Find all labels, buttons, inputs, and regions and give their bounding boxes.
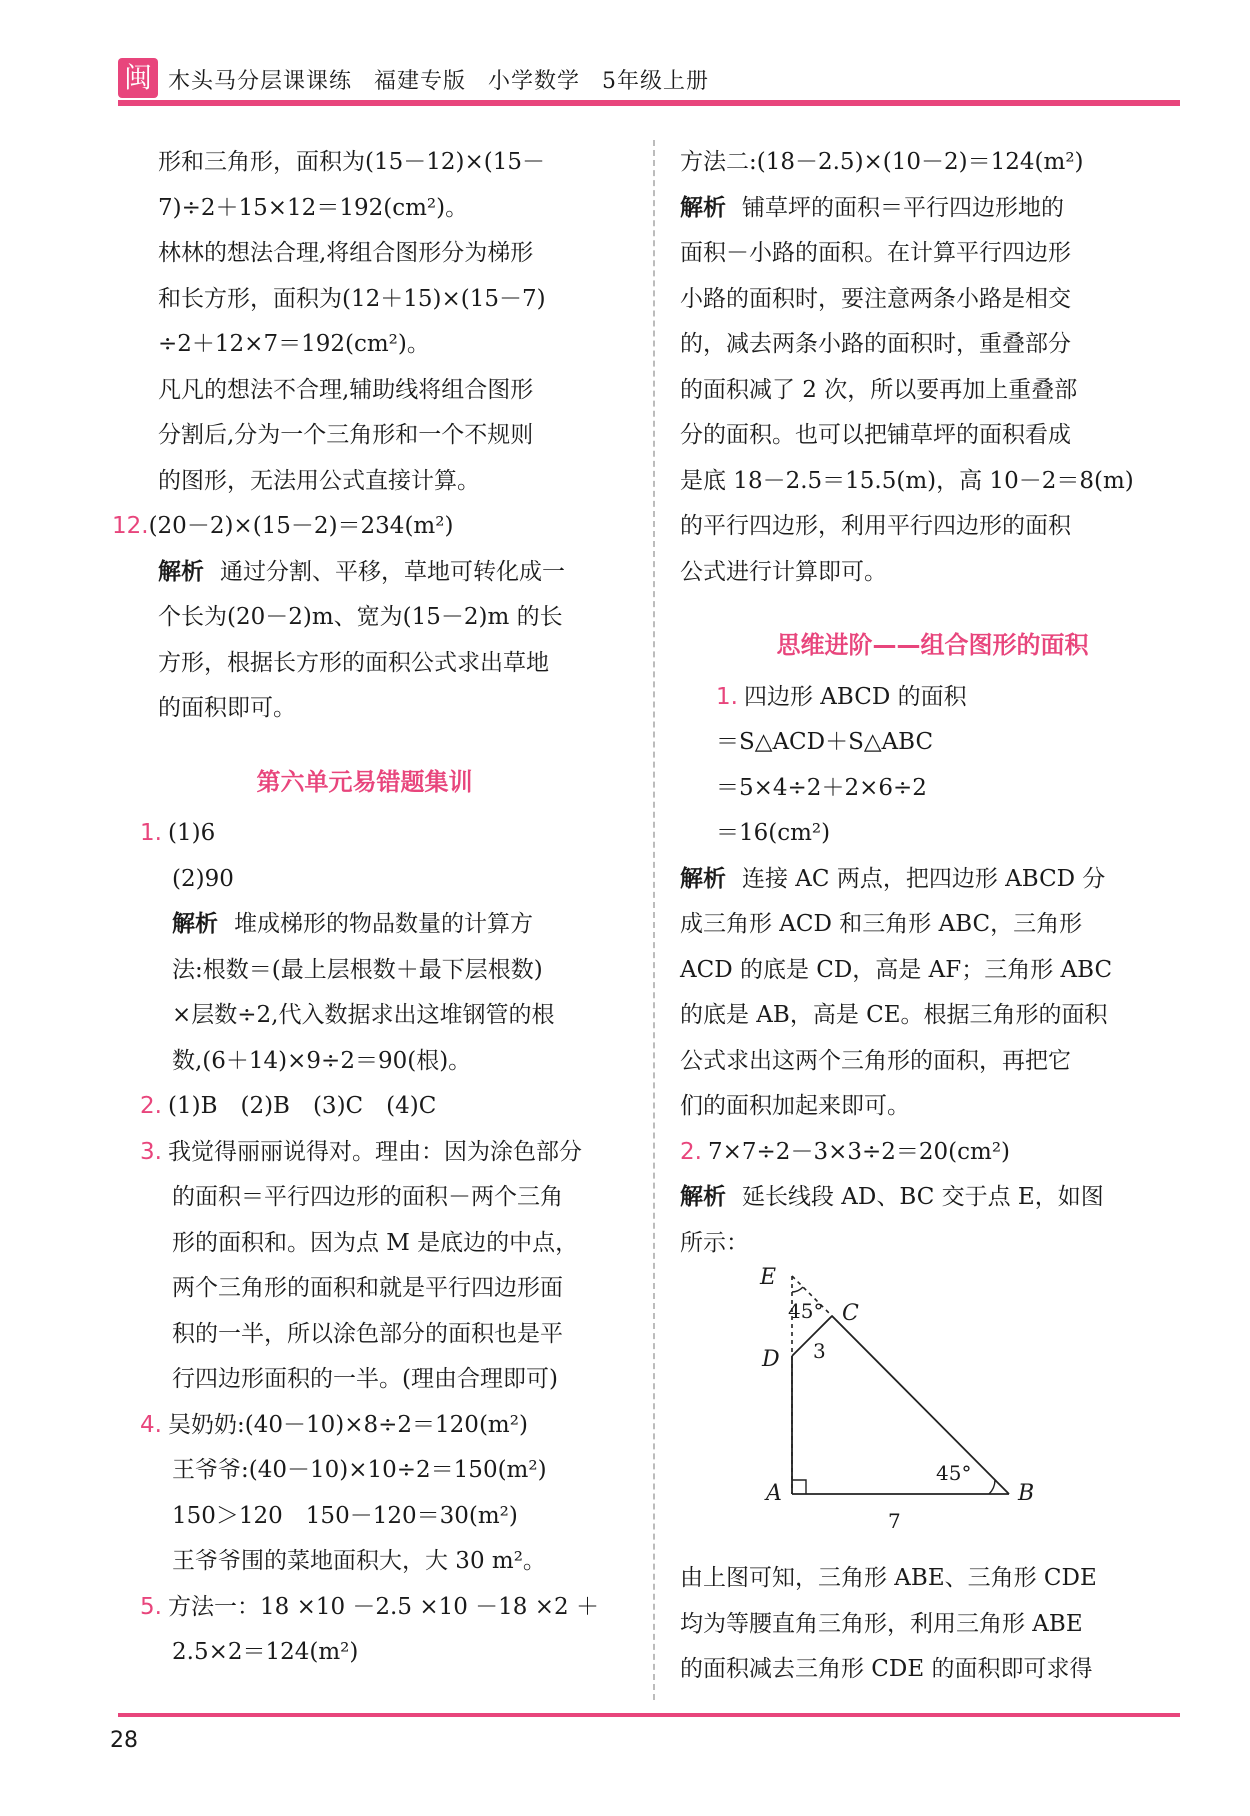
line-text: 法:根数＝(最上层根数＋最下层根数): [172, 956, 543, 983]
line-text: ÷2＋12×7＝192(cm²)。: [158, 331, 430, 357]
line-text: 和长方形，面积为(12＋15)×(15－7): [158, 285, 546, 312]
text-line: [112, 186, 617, 232]
text-line: [112, 368, 617, 414]
label-c: C: [842, 1301, 859, 1326]
line-text: 的面积即可。: [158, 695, 296, 721]
analysis-tag: 解析: [172, 911, 218, 937]
line-text: 公式求出这两个三角形的面积，再把它: [680, 1047, 1071, 1074]
line-text: 分割后,分为一个三角形和一个不规则: [158, 422, 534, 448]
text-line: [112, 1221, 617, 1267]
text-line: [680, 1084, 1185, 1130]
text-line: [680, 140, 1185, 186]
line-text: 面积－小路的面积。在计算平行四边形: [680, 240, 1071, 266]
item-number: 5.: [140, 1593, 162, 1620]
text-line: [680, 368, 1185, 414]
line-text: ＝5×4÷2＋2×6÷2: [716, 774, 927, 801]
line-text: 通过分割、平移，草地可转化成一: [220, 558, 565, 585]
text-line: [112, 1448, 617, 1494]
line-text: 铺草坪的面积＝平行四边形地的: [742, 194, 1064, 221]
line-text: 个长为(20－2)m、宽为(15－2)m 的长: [158, 604, 563, 630]
text-line: [112, 1175, 617, 1221]
line-text: (20－2)×(15－2)＝234(m²): [148, 513, 454, 539]
item-number: 12.: [112, 513, 149, 539]
item-number: 2.: [140, 1093, 162, 1119]
text-line: [112, 504, 617, 550]
line-text: 的平行四边形，利用平行四边形的面积: [680, 513, 1071, 539]
line-text: 凡凡的想法不合理,辅助线将组合图形: [158, 376, 534, 403]
text-line: [112, 948, 617, 994]
footer-rule: [118, 1713, 1180, 1717]
label-a: A: [766, 1481, 782, 1506]
line-text: 方法二:(18－2.5)×(10－2)＝124(m²): [680, 149, 1084, 175]
text-line: [680, 720, 1185, 766]
line-text: 连接 AC 两点，把四边形 ABCD 分: [742, 865, 1106, 892]
line-text: 我觉得丽丽说得对。理由：因为涂色部分: [168, 1138, 582, 1165]
item-number: 1.: [716, 683, 738, 710]
line-text: 150＞120 150－120＝30(m²): [172, 1502, 518, 1529]
analysis-tag: 解析: [680, 194, 726, 221]
text-line: [112, 550, 617, 596]
text-line: [680, 1556, 1185, 1602]
item-number: 4.: [140, 1411, 162, 1438]
angle-arc-b: [989, 1480, 995, 1494]
triangle-diagram: [680, 1266, 1185, 1556]
page-header: [118, 58, 1178, 104]
line-text: 形的面积和。因为点 M 是底边的中点，: [172, 1229, 579, 1256]
header-title: [168, 64, 723, 95]
line-text: 是底 18－2.5＝15.5(m)，高 10－2＝8(m): [680, 467, 1134, 494]
right-column-top: [680, 140, 1185, 1266]
book-title: 木头马分层课课练: [168, 69, 353, 94]
line-text: ＝S△ACD＋S△ABC: [716, 729, 934, 755]
subject-label: 小学数学: [488, 69, 581, 94]
line-text: 形和三角形，面积为(15－12)×(15－: [158, 149, 545, 175]
text-line: [680, 1039, 1185, 1085]
edition-label: 福建专版: [374, 69, 467, 94]
length-dc: 3: [813, 1339, 826, 1363]
text-line: [680, 1221, 1185, 1267]
line-text: 7)÷2＋15×12＝192(cm²)。: [158, 194, 469, 221]
left-column: [112, 140, 617, 1676]
line-text: 公式进行计算即可。: [680, 558, 887, 585]
line-text: 四边形 ABCD 的面积: [744, 683, 967, 710]
text-line: [680, 993, 1185, 1039]
text-line: [112, 1357, 617, 1403]
grade-label: 5年级上册: [602, 69, 710, 94]
analysis-tag: 解析: [158, 558, 204, 585]
line-text: 吴奶奶:(40－10)×8÷2＝120(m²): [168, 1411, 528, 1438]
line-text: 延长线段 AD、BC 交于点 E，如图: [742, 1184, 1104, 1210]
text-line: [112, 686, 617, 732]
text-line: [112, 993, 617, 1039]
text-line: [112, 595, 617, 641]
text-line: [112, 857, 617, 903]
item-number: 1.: [140, 820, 162, 846]
header-rule: [118, 100, 1180, 106]
angle-label-bottom: 45°: [936, 1461, 972, 1485]
text-line: [112, 902, 617, 948]
text-line: [680, 1602, 1185, 1648]
line-text: (2)90: [172, 865, 234, 892]
line-text: ACD 的底是 CD，高是 AF；三角形 ABC: [680, 956, 1113, 983]
text-line: [112, 811, 617, 857]
text-line: [112, 1630, 617, 1676]
line-text: 堆成梯形的物品数量的计算方: [234, 911, 533, 937]
text-line: [112, 140, 617, 186]
line-text: 所示：: [680, 1229, 749, 1256]
text-line: [112, 1130, 617, 1176]
text-line: [680, 322, 1185, 368]
text-line: [680, 766, 1185, 812]
text-line: [112, 322, 617, 368]
line-text: 的面积减了 2 次，所以要再加上重叠部: [680, 376, 1078, 403]
text-line: [112, 1039, 617, 1085]
item-number: 2.: [680, 1138, 702, 1165]
column-divider: [653, 140, 655, 1700]
line-text: 的面积减去三角形 CDE 的面积即可求得: [680, 1656, 1093, 1682]
line-text: 方法一：18 ×10 －2.5 ×10 －18 ×2 ＋: [168, 1593, 599, 1620]
line-text: 7×7÷2－3×3÷2＝20(cm²): [708, 1138, 1011, 1165]
line-text: 成三角形 ACD 和三角形 ABC，三角形: [680, 911, 1083, 937]
text-line: [112, 1084, 617, 1130]
line-text: ×层数÷2,代入数据求出这堆钢管的根: [172, 1002, 555, 1028]
right-column-bottom: [680, 1556, 1185, 1693]
text-line: [680, 1647, 1185, 1693]
text-line: [680, 504, 1185, 550]
line-text: 的图形，无法用公式直接计算。: [158, 467, 480, 494]
text-line: [680, 186, 1185, 232]
text-line: [112, 1403, 617, 1449]
text-line: [680, 1175, 1185, 1221]
line-text: 行四边形面积的一半。(理由合理即可): [172, 1366, 558, 1392]
line-text: 林林的想法合理,将组合图形分为梯形: [158, 240, 534, 266]
text-line: [680, 857, 1185, 903]
line-text: 王爷爷:(40－10)×10÷2＝150(m²): [172, 1457, 547, 1483]
text-line: [680, 413, 1185, 459]
text-line: [112, 413, 617, 459]
line-text: 积的一半，所以涂色部分的面积也是平: [172, 1320, 563, 1347]
right-column: [680, 140, 1185, 1693]
analysis-tag: 解析: [680, 865, 726, 892]
line-text: 王爷爷围的菜地面积大，大 30 m²。: [172, 1548, 546, 1574]
text-line: [680, 811, 1185, 857]
text-line: [112, 231, 617, 277]
line-text: ＝16(cm²): [716, 820, 831, 846]
line-text: (1)B (2)B (3)C (4)C: [168, 1093, 437, 1119]
analysis-tag: 解析: [680, 1184, 726, 1210]
line-text: 数,(6＋14)×9÷2＝90(根)。: [172, 1047, 472, 1074]
page-number: 28: [110, 1728, 138, 1753]
line-text: 均为等腰直角三角形，利用三角形 ABE: [680, 1610, 1083, 1637]
province-logo: 闽: [118, 58, 158, 98]
line-text: 两个三角形的面积和就是平行四边形面: [172, 1275, 563, 1301]
item-number: 3.: [140, 1138, 162, 1165]
line-text: 小路的面积时，要注意两条小路是相交: [680, 285, 1071, 312]
label-d: D: [762, 1347, 780, 1372]
text-line: [680, 902, 1185, 948]
label-b: B: [1018, 1481, 1035, 1506]
text-line: [112, 1585, 617, 1631]
line-text: 由上图可知，三角形 ABE、三角形 CDE: [680, 1565, 1097, 1591]
text-line: [680, 1130, 1185, 1176]
text-line: [680, 459, 1185, 505]
text-line: [680, 277, 1185, 323]
line-text: 的底是 AB，高是 CE。根据三角形的面积: [680, 1002, 1108, 1028]
length-ab: 7: [888, 1509, 901, 1533]
text-line: [680, 550, 1185, 596]
text-line: [112, 1494, 617, 1540]
line-text: (1)6: [168, 820, 216, 846]
text-line: [112, 459, 617, 505]
line-text: 方形，根据长方形的面积公式求出草地: [158, 649, 549, 676]
text-line: [680, 675, 1185, 721]
angle-label-top: 45°: [788, 1299, 824, 1323]
line-text: 分的面积。也可以把铺草坪的面积看成: [680, 422, 1071, 448]
text-line: [680, 231, 1185, 277]
right-angle-c: [821, 1316, 843, 1327]
label-e: E: [760, 1265, 777, 1290]
right-angle-a: [792, 1480, 806, 1494]
text-line: [112, 1266, 617, 1312]
text-line: [112, 1312, 617, 1358]
line-text: 的，减去两条小路的面积时，重叠部分: [680, 331, 1071, 357]
segment-cb: [832, 1316, 1009, 1494]
line-text: 的面积＝平行四边形的面积－两个三角: [172, 1184, 563, 1210]
angle-arc-e: [792, 1287, 803, 1292]
triangle-figure: [680, 1266, 1185, 1556]
section-title: 思维进阶——组合图形的面积: [776, 631, 1089, 659]
section-title: 第六单元易错题集训: [256, 767, 473, 796]
text-line: [680, 948, 1185, 994]
text-line: [112, 641, 617, 687]
text-line: [112, 1539, 617, 1585]
text-line: [112, 277, 617, 323]
line-text: 2.5×2＝124(m²): [172, 1639, 359, 1665]
line-text: 们的面积加起来即可。: [680, 1093, 910, 1119]
